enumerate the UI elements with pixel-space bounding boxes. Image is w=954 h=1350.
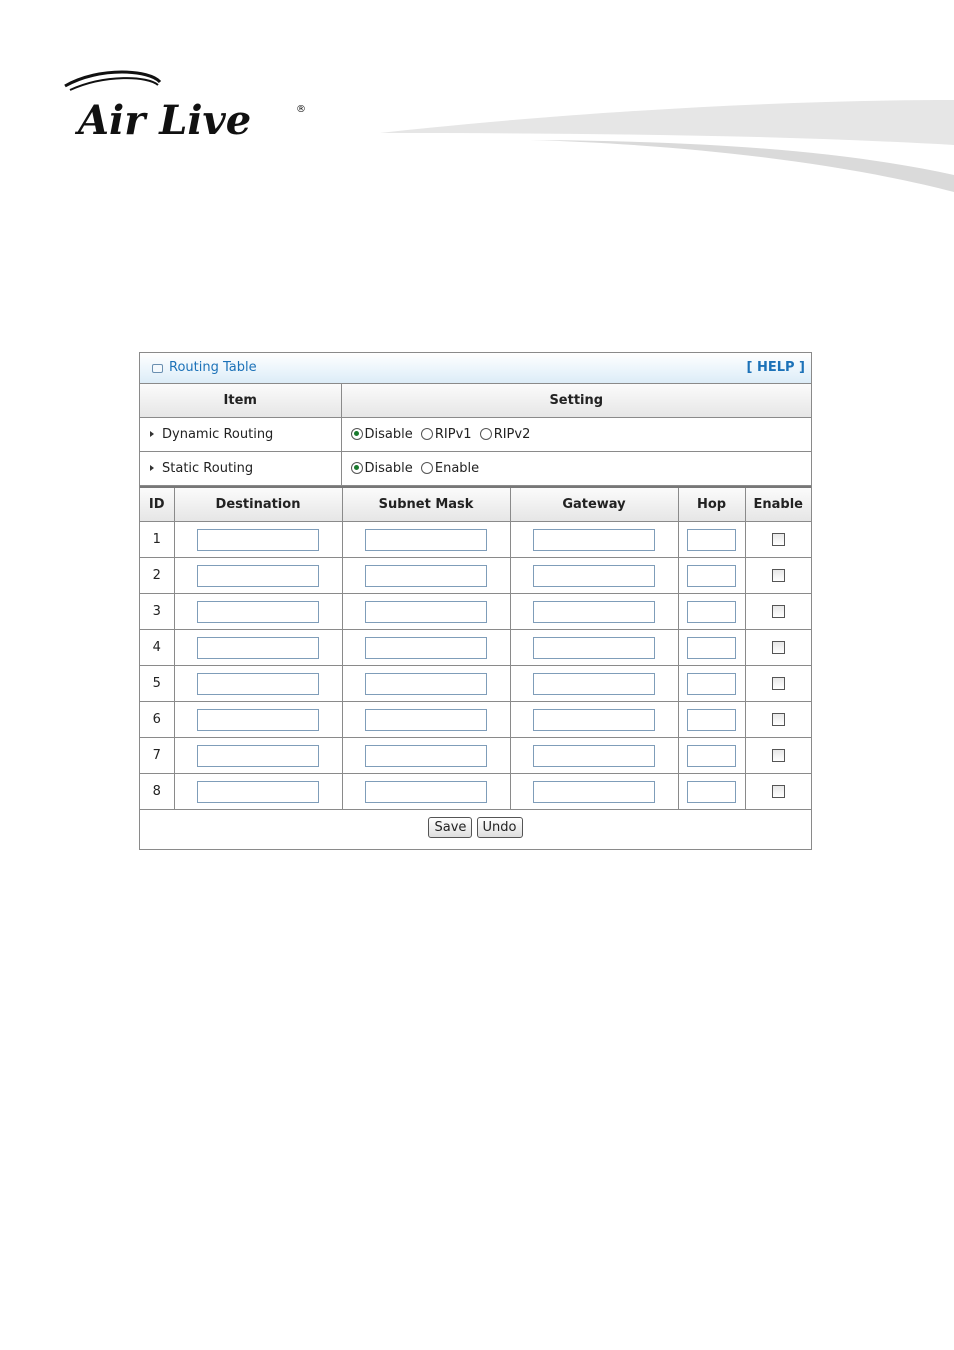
static-routing-disable-label: Disable bbox=[364, 461, 413, 476]
gateway-input[interactable] bbox=[533, 565, 655, 587]
col-subnet-mask: Subnet Mask bbox=[342, 487, 510, 522]
destination-input[interactable] bbox=[197, 745, 319, 767]
enable-checkbox[interactable] bbox=[772, 677, 785, 690]
hop-input[interactable] bbox=[687, 601, 736, 623]
subnet-mask-cell bbox=[342, 630, 510, 666]
destination-input[interactable] bbox=[197, 601, 319, 623]
col-gateway: Gateway bbox=[510, 487, 678, 522]
static-routes-table bbox=[140, 486, 811, 845]
enable-checkbox[interactable] bbox=[772, 713, 785, 726]
destination-cell bbox=[174, 702, 342, 738]
destination-cell bbox=[174, 522, 342, 558]
row-id: 3 bbox=[140, 594, 174, 630]
enable-cell bbox=[745, 630, 811, 666]
destination-input[interactable] bbox=[197, 565, 319, 587]
header-swoosh-decoration bbox=[380, 95, 954, 195]
static-routing-label: Static Routing bbox=[162, 461, 254, 476]
routing-settings-table bbox=[140, 384, 811, 486]
destination-cell bbox=[174, 774, 342, 810]
arrow-right-icon bbox=[150, 465, 154, 471]
subnet-mask-input[interactable] bbox=[365, 565, 487, 587]
undo-button[interactable]: Undo bbox=[477, 817, 523, 838]
hop-cell bbox=[678, 558, 745, 594]
hop-input[interactable] bbox=[687, 745, 736, 767]
subnet-mask-cell bbox=[342, 666, 510, 702]
gateway-cell bbox=[510, 522, 678, 558]
hop-cell bbox=[678, 738, 745, 774]
table-row bbox=[140, 666, 811, 702]
subnet-mask-cell bbox=[342, 702, 510, 738]
gateway-input[interactable] bbox=[533, 709, 655, 731]
table-row bbox=[140, 558, 811, 594]
gateway-input[interactable] bbox=[533, 673, 655, 695]
gateway-cell bbox=[510, 702, 678, 738]
enable-cell bbox=[745, 594, 811, 630]
row-id: 7 bbox=[140, 738, 174, 774]
gateway-cell bbox=[510, 630, 678, 666]
header-setting: Setting bbox=[341, 384, 811, 418]
hop-cell bbox=[678, 702, 745, 738]
static-routing-label-cell bbox=[140, 452, 341, 486]
enable-cell bbox=[745, 522, 811, 558]
subnet-mask-cell bbox=[342, 522, 510, 558]
gateway-cell bbox=[510, 594, 678, 630]
gateway-cell bbox=[510, 774, 678, 810]
subnet-mask-input[interactable] bbox=[365, 709, 487, 731]
enable-checkbox[interactable] bbox=[772, 749, 785, 762]
enable-cell bbox=[745, 702, 811, 738]
gateway-input[interactable] bbox=[533, 637, 655, 659]
destination-input[interactable] bbox=[197, 781, 319, 803]
destination-cell bbox=[174, 594, 342, 630]
table-row bbox=[140, 630, 811, 666]
hop-input[interactable] bbox=[687, 781, 736, 803]
destination-input[interactable] bbox=[197, 529, 319, 551]
subnet-mask-input[interactable] bbox=[365, 601, 487, 623]
save-button[interactable]: Save bbox=[428, 817, 472, 838]
col-enable: Enable bbox=[745, 487, 811, 522]
subnet-mask-cell bbox=[342, 558, 510, 594]
col-hop: Hop bbox=[678, 487, 745, 522]
subnet-mask-input[interactable] bbox=[365, 781, 487, 803]
table-row bbox=[140, 774, 811, 810]
enable-cell bbox=[745, 666, 811, 702]
header-item: Item bbox=[140, 384, 341, 418]
row-id: 2 bbox=[140, 558, 174, 594]
table-row bbox=[140, 522, 811, 558]
enable-cell bbox=[745, 558, 811, 594]
subnet-mask-cell bbox=[342, 774, 510, 810]
enable-checkbox[interactable] bbox=[772, 569, 785, 582]
row-id: 8 bbox=[140, 774, 174, 810]
dynamic-routing-ripv1-radio[interactable] bbox=[421, 428, 433, 440]
destination-cell bbox=[174, 666, 342, 702]
dynamic-routing-ripv1-label: RIPv1 bbox=[434, 427, 472, 442]
button-row bbox=[140, 810, 811, 846]
arrow-right-icon bbox=[150, 431, 154, 437]
static-routing-enable-label: Enable bbox=[434, 461, 480, 476]
table-row bbox=[140, 738, 811, 774]
static-routing-options bbox=[341, 452, 811, 486]
subnet-mask-input[interactable] bbox=[365, 745, 487, 767]
panel-title: Routing Table bbox=[169, 360, 257, 375]
destination-cell bbox=[174, 558, 342, 594]
enable-cell bbox=[745, 738, 811, 774]
logo-wordmark: Air Live bbox=[78, 97, 252, 140]
row-id: 4 bbox=[140, 630, 174, 666]
dynamic-routing-ripv2-radio[interactable] bbox=[480, 428, 492, 440]
hop-input[interactable] bbox=[687, 637, 736, 659]
help-link[interactable]: [ HELP ] bbox=[746, 360, 805, 375]
routing-table-panel bbox=[139, 352, 812, 850]
destination-input[interactable] bbox=[197, 673, 319, 695]
hop-input[interactable] bbox=[687, 673, 736, 695]
hop-cell bbox=[678, 594, 745, 630]
panel-title-icon bbox=[152, 364, 163, 373]
enable-cell bbox=[745, 774, 811, 810]
col-destination: Destination bbox=[174, 487, 342, 522]
hop-input[interactable] bbox=[687, 565, 736, 587]
destination-input[interactable] bbox=[197, 637, 319, 659]
destination-cell bbox=[174, 738, 342, 774]
hop-cell bbox=[678, 630, 745, 666]
gateway-input[interactable] bbox=[533, 745, 655, 767]
dynamic-routing-disable-label: Disable bbox=[364, 427, 413, 442]
panel-title-bar bbox=[140, 353, 811, 384]
static-routing-enable-radio[interactable] bbox=[421, 462, 433, 474]
gateway-input[interactable] bbox=[533, 781, 655, 803]
hop-input[interactable] bbox=[687, 529, 736, 551]
gateway-cell bbox=[510, 666, 678, 702]
row-id: 5 bbox=[140, 666, 174, 702]
dynamic-routing-label: Dynamic Routing bbox=[162, 427, 274, 442]
enable-checkbox[interactable] bbox=[772, 605, 785, 618]
hop-input[interactable] bbox=[687, 709, 736, 731]
hop-cell bbox=[678, 522, 745, 558]
enable-checkbox[interactable] bbox=[772, 533, 785, 546]
table-row bbox=[140, 594, 811, 630]
dynamic-routing-ripv2-label: RIPv2 bbox=[493, 427, 531, 442]
subnet-mask-cell bbox=[342, 738, 510, 774]
subnet-mask-cell bbox=[342, 594, 510, 630]
airlive-logo bbox=[60, 68, 310, 140]
dynamic-routing-options bbox=[341, 418, 811, 452]
subnet-mask-input[interactable] bbox=[365, 637, 487, 659]
static-routing-disable-radio[interactable] bbox=[351, 462, 363, 474]
destination-input[interactable] bbox=[197, 709, 319, 731]
dynamic-routing-label-cell bbox=[140, 418, 341, 452]
enable-checkbox[interactable] bbox=[772, 785, 785, 798]
table-row bbox=[140, 702, 811, 738]
subnet-mask-input[interactable] bbox=[365, 529, 487, 551]
dynamic-routing-disable-radio[interactable] bbox=[351, 428, 363, 440]
subnet-mask-input[interactable] bbox=[365, 673, 487, 695]
row-id: 6 bbox=[140, 702, 174, 738]
gateway-input[interactable] bbox=[533, 529, 655, 551]
gateway-cell bbox=[510, 738, 678, 774]
gateway-cell bbox=[510, 558, 678, 594]
logo-registered: ® bbox=[296, 104, 306, 115]
hop-cell bbox=[678, 774, 745, 810]
row-id: 1 bbox=[140, 522, 174, 558]
col-id: ID bbox=[140, 487, 174, 522]
hop-cell bbox=[678, 666, 745, 702]
destination-cell bbox=[174, 630, 342, 666]
gateway-input[interactable] bbox=[533, 601, 655, 623]
enable-checkbox[interactable] bbox=[772, 641, 785, 654]
